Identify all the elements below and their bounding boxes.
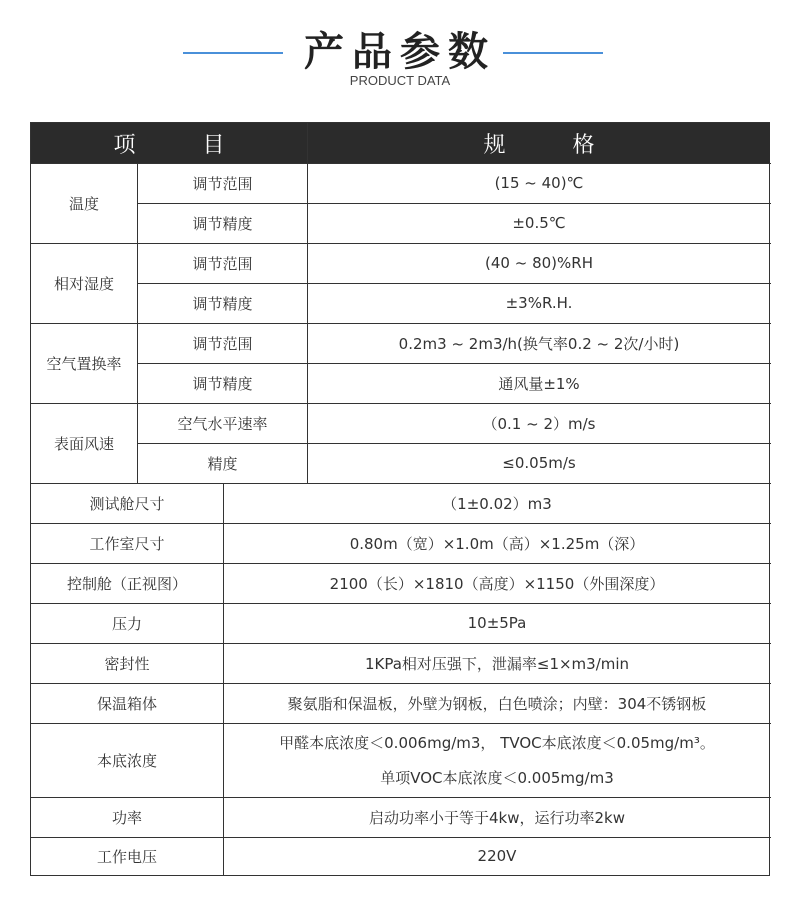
row-label: 控制舱（正视图） [66,574,187,593]
grid-line [31,723,771,724]
row-label: 保温箱体 [96,694,157,713]
row-value: 10±5Pa [467,614,527,632]
group-value: ±0.5℃ [512,214,566,232]
group-value: ≤0.05m/s [502,454,576,472]
grid-line [31,643,771,644]
title-decor-line-right [503,52,603,54]
group-name: 相对湿度 [53,274,114,293]
grid-line [31,163,771,164]
grid-line [31,403,771,404]
grid-line [31,523,771,524]
row-label: 密封性 [104,654,150,673]
row-label: 压力 [111,614,142,633]
grid-line [31,483,771,484]
grid-line [307,123,308,483]
row-label: 本底浓度 [96,751,157,770]
grid-line [31,683,771,684]
row-value: 1KPa相对压强下，泄漏率≤1×m3/min [364,654,630,673]
grid-line [31,563,771,564]
grid-line [137,163,138,483]
group-value: ±3%R.H. [505,294,573,312]
grid-line [223,483,224,875]
grid-line [31,797,771,798]
group-name: 空气置换率 [46,354,122,373]
value-line: 单项VOC本底浓度＜0.005mg/m3 [380,769,614,787]
group-sub-label: 调节精度 [192,294,253,313]
group-value: (15 ~ 40)℃ [494,174,584,192]
row-value: 聚氨脂和保温板，外壁为钢板，白色喷涂；内壁：304不锈钢板 [287,694,707,713]
group-name: 温度 [68,194,99,213]
page-subtitle: PRODUCT DATA [349,73,451,88]
grid-line [137,443,771,444]
group-sub-label: 调节精度 [192,214,253,233]
grid-line [137,363,771,364]
group-sub-label: 调节范围 [192,254,253,273]
group-value: 通风量±1% [498,374,580,393]
grid-line [137,283,771,284]
row-label: 功率 [111,808,142,827]
row-value-multiline [224,723,770,797]
group-sub-label: 调节精度 [192,374,253,393]
header-spec: 规 格 [308,123,770,163]
row-label: 工作室尺寸 [89,534,165,553]
row-value: 2100（长）×1810（高度）×1150（外围深度） [329,574,665,593]
grid-line [31,323,771,324]
group-value: (40 ~ 80)%RH [485,254,593,272]
group-sub-label: 空气水平速率 [177,414,268,433]
row-label: 测试舱尺寸 [89,494,165,513]
page-title: 产品参数 [304,29,496,75]
group-value: （0.1 ~ 2）m/s [482,414,596,433]
grid-line [31,243,771,244]
group-sub-label: 精度 [207,454,238,473]
title-section [0,0,800,110]
header-item: 项 目 [31,123,307,163]
row-label: 工作电压 [96,847,157,866]
group-value: 0.2m3 ~ 2m3/h(换气率0.2 ~ 2次/小时) [398,334,680,353]
grid-line [137,203,771,204]
group-sub-label: 调节范围 [192,174,253,193]
spec-table [30,122,770,876]
group-sub-label: 调节范围 [192,334,253,353]
grid-line [31,837,771,838]
row-value: 220V [477,847,517,865]
group-name: 表面风速 [53,434,114,453]
row-value: 启动功率小于等于4kw，运行功率2kw [369,808,625,827]
value-line: 甲醛本底浓度＜0.006mg/m3， TVOC本底浓度＜0.05mg/m³。 [279,734,715,752]
grid-line [31,603,771,604]
row-value: 0.80m（宽）×1.0m（高）×1.25m（深） [349,534,645,553]
row-value: （1±0.02）m3 [442,494,552,513]
